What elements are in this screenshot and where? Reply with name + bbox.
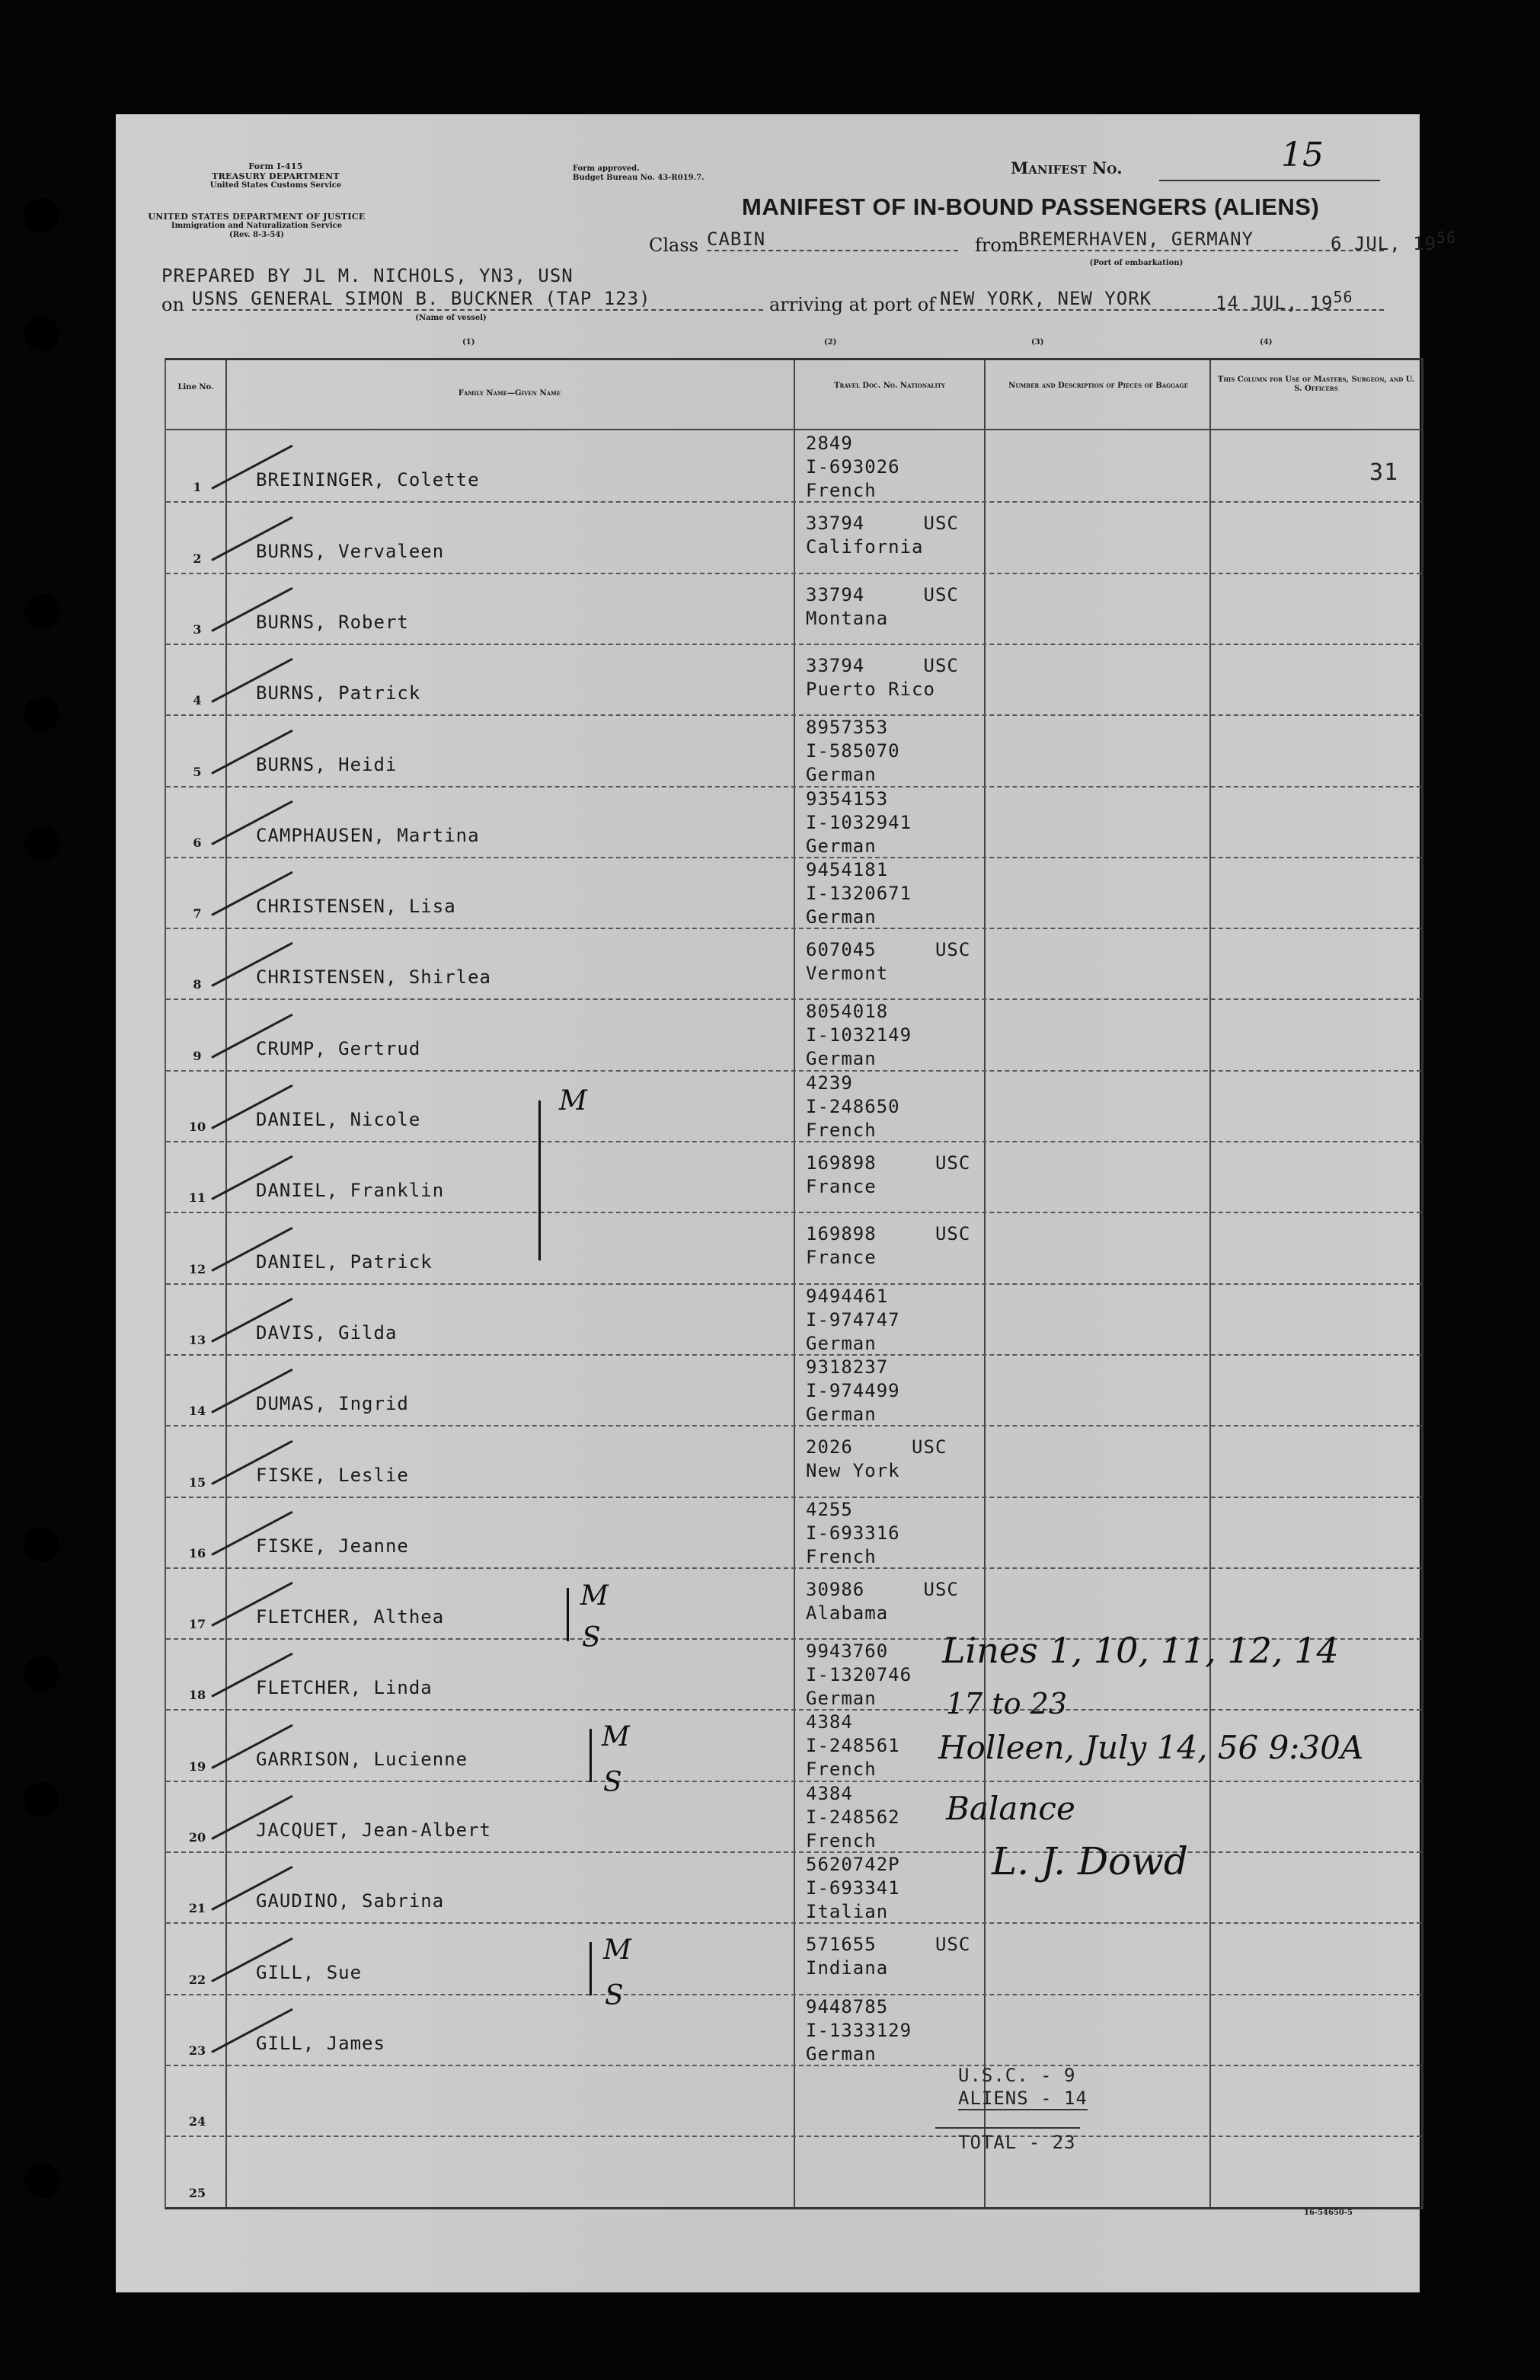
passenger-name: BREININGER, Colette [256,469,480,491]
travel-doc-line: 4239 [806,1072,853,1094]
vessel-name: USNS GENERAL SIMON B. BUCKNER (TAP 123) [192,288,763,311]
margin-mark-m: M [559,1085,587,1117]
punch-hole [24,2163,59,2198]
punch-hole [24,697,59,732]
punch-hole [24,1782,59,1817]
line-number: 22 [188,1972,206,1987]
margin-mark-m: M [602,1721,630,1752]
travel-doc-line: 2026 USC [806,1436,947,1458]
margin-mark-s: S [605,1980,624,2011]
passenger-name: GARRISON, Lucienne [256,1748,468,1770]
prepared-by: PREPARED BY JL M. NICHOLS, YN3, USN [161,265,574,286]
travel-doc-line: Alabama [806,1602,889,1624]
travel-doc-line: 33794 USC [806,513,959,535]
line-number: 3 [193,621,202,637]
travel-doc-line: I-248562 [806,1806,900,1828]
line-number: 23 [188,2043,206,2058]
passenger-name: CHRISTENSEN, Lisa [256,896,456,918]
passenger-name: JACQUET, Jean-Albert [256,1819,491,1841]
travel-doc-line: I-1320746 [806,1664,912,1686]
passenger-name: BURNS, Vervaleen [256,540,445,562]
travel-doc-line: 607045 USC [806,939,971,961]
travel-doc-line: German [806,1048,877,1070]
arrival-port-line [940,288,1384,314]
travel-doc-line: 33794 USC [806,654,959,676]
punch-hole [24,198,59,233]
arriving-label: arriving at port of [769,294,936,315]
row-rule [166,644,1421,645]
class-value: CABIN [707,228,958,251]
travel-doc [806,1782,900,1853]
revision-label: (Rev. 8-3-54) [228,231,285,239]
travel-doc-line: France [806,1176,877,1197]
row-rule [166,573,1421,574]
handwritten-date-note: Holleen, July 14, 56 9:30A [938,1729,1364,1766]
passenger-name: BURNS, Robert [256,611,409,633]
travel-doc-line: I-693316 [806,1522,900,1544]
travel-doc-line: 9454181 [806,858,889,880]
margin-mark-s: S [582,1622,601,1653]
travel-doc-line: Vermont [806,963,889,985]
travel-doc-line: I-1032149 [806,1024,912,1046]
col-header-baggage: Number and Description of Pieces of Baggage [1008,382,1188,390]
travel-doc-line: 30986 USC [806,1578,959,1600]
passenger-name: CAMPHAUSEN, Martina [256,824,480,846]
travel-doc [806,1285,900,1356]
row-rule [166,1425,1421,1426]
punch-hole [24,1656,59,1692]
travel-doc-line: 571655 USC [806,1934,971,1956]
customs-label: United States Customs Service [209,181,342,190]
row-rule [166,1070,1421,1072]
travel-doc [806,1853,900,1924]
passenger-name: DAVIS, Gilda [256,1321,398,1343]
travel-doc-line: 9318237 [806,1356,889,1378]
col-num-2: (2) [824,338,837,347]
punch-hole [24,594,59,629]
row-rule [166,998,1421,1000]
travel-doc [806,1222,970,1270]
travel-doc-line: 4384 [806,1711,853,1733]
total-all: TOTAL - 23 [958,2132,1076,2153]
line-number: 18 [188,1688,206,1703]
bracket-mark [589,1942,592,1995]
line-number: 9 [193,1048,202,1063]
row-rule [166,1709,1421,1711]
travel-doc-line: I-1333129 [806,2019,912,2041]
line-number: 4 [193,693,202,708]
manifest-no-value: 15 [1281,136,1324,174]
line-number: 12 [188,1261,206,1276]
col-num-3: (3) [1031,338,1044,347]
passenger-name: DANIEL, Franklin [256,1180,445,1202]
travel-doc-line: 8054018 [806,1001,889,1023]
row-rule [166,928,1421,929]
handwritten-signature: L. J. Dowd [992,1839,1188,1883]
embark-date-day: 6 JUL, 19 [1331,233,1437,254]
passenger-name: DANIEL, Patrick [256,1251,433,1273]
arrival-date-day: 14 JUL, 19 [1216,292,1334,314]
row-rule [166,501,1421,503]
officer-note: 31 [1369,459,1399,486]
passenger-name: CRUMP, Gertrud [256,1037,421,1059]
treasury-label: TREASURY DEPARTMENT [212,171,340,181]
line-number: 10 [188,1120,206,1134]
budget-label: Budget Bureau No. 43-R019.7. [573,174,705,182]
margin-mark-s: S [603,1767,622,1798]
travel-doc-line: Indiana [806,1957,889,1979]
passenger-name: GAUDINO, Sabrina [256,1890,445,1912]
travel-doc-line: 9448785 [806,1995,889,2017]
passenger-name: BURNS, Patrick [256,682,421,704]
row-rule [166,857,1421,858]
col-header-line-no: Line No. [177,383,214,391]
travel-doc-line: 9494461 [806,1285,889,1307]
travel-doc-line: 8957353 [806,717,889,739]
handwritten-balance-note: Balance [946,1790,1075,1827]
travel-doc-line: 4384 [806,1782,853,1804]
margin-mark-m: M [603,1934,631,1966]
travel-doc-line: French [806,480,877,501]
approval-block [573,165,705,183]
row-rule [166,1497,1421,1498]
bracket-mark [567,1588,569,1641]
travel-doc-line: German [806,1332,877,1354]
travel-doc-line: 33794 USC [806,583,959,605]
on-label: on [161,294,184,315]
manifest-no-label: Manifest No. [1011,158,1123,177]
travel-doc-line: German [806,2043,877,2065]
col-num-1: (1) [462,338,475,347]
line-number: 1 [193,480,202,495]
passenger-name: BURNS, Heidi [256,753,398,775]
approval-label: Form approved. [573,165,640,173]
line-number: 7 [193,906,202,922]
line-number: 17 [188,1617,206,1632]
passenger-name: GILL, James [256,2032,385,2054]
travel-doc-line: German [806,764,877,786]
passenger-name: DANIEL, Nicole [256,1109,421,1130]
form-number: Form I-415 [248,161,303,171]
travel-doc-line: 9354153 [806,787,889,810]
embark-date-year: 56 [1436,228,1457,247]
department-block [161,161,390,190]
row-rule [166,1567,1421,1569]
total-usc: U.S.C. - 9 [958,2065,1076,2086]
port-embark-caption: (Port of embarkation) [1089,259,1184,267]
travel-doc [806,512,959,559]
travel-doc-line: I-974499 [806,1379,900,1401]
passenger-name: CHRISTENSEN, Shirlea [256,966,491,989]
total-rule [935,2127,1080,2129]
line-number: 25 [188,2185,206,2200]
travel-doc [806,583,959,631]
travel-doc-line: I-693341 [806,1877,900,1899]
header-rule [166,429,1421,430]
line-number: 24 [188,2114,206,2129]
col-header-travel-doc: Travel Doc. No. Nationality [834,382,945,390]
line-number: 5 [193,764,202,779]
travel-doc-line: I-248561 [806,1735,900,1757]
row-rule [166,1141,1421,1142]
travel-doc-line: German [806,1403,877,1425]
manifest-title: MANIFEST OF IN-BOUND PASSENGERS (ALIENS) [742,193,1320,220]
travel-doc [806,787,912,858]
travel-doc-line: French [806,1829,877,1851]
justice-label: UNITED STATES DEPARTMENT OF JUSTICE [148,212,366,222]
travel-doc [806,1711,900,1781]
travel-doc-line: I-693026 [806,456,900,478]
passenger-name: DUMAS, Ingrid [256,1393,409,1415]
line-number: 6 [193,835,202,850]
footer-code: 16-54650-5 [1304,2209,1353,2217]
travel-doc-line: 4255 [806,1498,853,1520]
line-number: 15 [188,1474,206,1490]
ins-label: Immigration and Naturalization Service [171,222,343,230]
travel-doc-line: French [806,1545,877,1567]
justice-block [116,212,398,240]
row-rule [166,2136,1421,2137]
passenger-table [165,358,1423,2209]
travel-doc [806,1436,947,1483]
arrival-port: NEW YORK, NEW YORK [940,288,1152,309]
line-number: 21 [188,1901,206,1916]
col-header-officers: This Column for Use of Masters, Surgeon, and U. S. Officers [1217,375,1415,393]
vessel-caption: (Name of vessel) [415,314,487,322]
line-number: 20 [188,1830,206,1845]
travel-doc-line: 9943760 [806,1640,889,1663]
travel-doc [806,1152,970,1199]
travel-doc [806,716,900,787]
travel-doc-line: New York [806,1460,900,1482]
class-label: Class [649,235,698,256]
travel-doc-line: I-1320671 [806,882,912,904]
passenger-name: FLETCHER, Linda [256,1677,433,1699]
embark-port: BREMERHAVEN, GERMANY [1018,228,1254,250]
travel-doc-line: French [806,1119,877,1141]
handwritten-lines-note: Lines 1, 10, 11, 12, 14 [942,1630,1339,1671]
travel-doc-line: German [806,906,877,928]
bracket-mark [589,1729,592,1782]
row-rule [166,1781,1421,1782]
line-number: 19 [188,1759,206,1774]
passenger-name: FISKE, Leslie [256,1464,409,1486]
punch-hole [24,826,59,861]
travel-doc [806,654,959,701]
travel-doc [806,1072,900,1142]
travel-doc-line: 169898 USC [806,1152,971,1174]
travel-doc-line: French [806,1759,877,1781]
row-rule [166,1922,1421,1924]
from-value [1018,228,1457,254]
travel-doc [806,1356,900,1426]
travel-doc [806,1498,900,1569]
travel-doc [806,432,900,503]
travel-doc [806,1000,912,1071]
row-rule [166,1283,1421,1285]
travel-doc-line: I-585070 [806,740,900,762]
line-number: 11 [188,1190,206,1206]
manifest-page [116,114,1457,2292]
travel-doc [806,1933,970,1980]
travel-doc [806,1640,912,1711]
travel-doc-line: I-1032941 [806,811,912,833]
punch-hole [24,1527,59,1562]
travel-doc-line: German [806,1688,877,1710]
travel-doc [806,938,970,986]
bracket-mark [538,1101,541,1260]
line-number: 2 [193,551,202,566]
travel-doc-line: Montana [806,607,889,629]
from-label: from [975,235,1019,256]
travel-doc-line: I-974747 [806,1308,900,1331]
row-rule [166,714,1421,716]
travel-doc-line: France [806,1247,877,1269]
travel-doc-line: 2849 [806,433,853,454]
col-num-4: (4) [1260,338,1273,347]
row-rule [166,2065,1421,2066]
travel-doc-line: 169898 USC [806,1223,971,1245]
total-aliens: ALIENS - 14 [958,2088,1088,2109]
travel-doc-line: I-248650 [806,1095,900,1117]
row-rule [166,1212,1421,1213]
line-number: 13 [188,1332,206,1347]
passenger-name: FISKE, Jeanne [256,1535,409,1557]
travel-doc [806,1578,959,1625]
travel-doc-line: German [806,835,877,857]
travel-doc-line: Italian [806,1901,889,1922]
line-number: 14 [188,1404,206,1419]
passenger-name: GILL, Sue [256,1961,363,1983]
row-rule [166,786,1421,787]
line-number: 16 [188,1545,206,1561]
travel-doc-line: 5620742P [806,1854,900,1875]
passenger-name: FLETCHER, Althea [256,1606,445,1628]
col-header-name: Family Name—Given Name [458,389,561,398]
travel-doc-line: California [806,536,924,558]
arrival-date [1216,288,1353,314]
margin-mark-m: M [580,1580,609,1612]
travel-doc-line: Puerto Rico [806,678,935,700]
row-rule [166,1994,1421,1995]
embark-date [1331,228,1456,254]
arrival-date-year: 56 [1333,288,1353,306]
line-number: 8 [193,977,202,992]
handwritten-range-note: 17 to 23 [946,1687,1068,1720]
travel-doc [806,858,912,929]
punch-hole [24,316,59,351]
row-rule [166,1851,1421,1853]
manifest-no-rule [1159,180,1380,181]
travel-doc [806,1995,912,2066]
row-rule [166,1354,1421,1356]
